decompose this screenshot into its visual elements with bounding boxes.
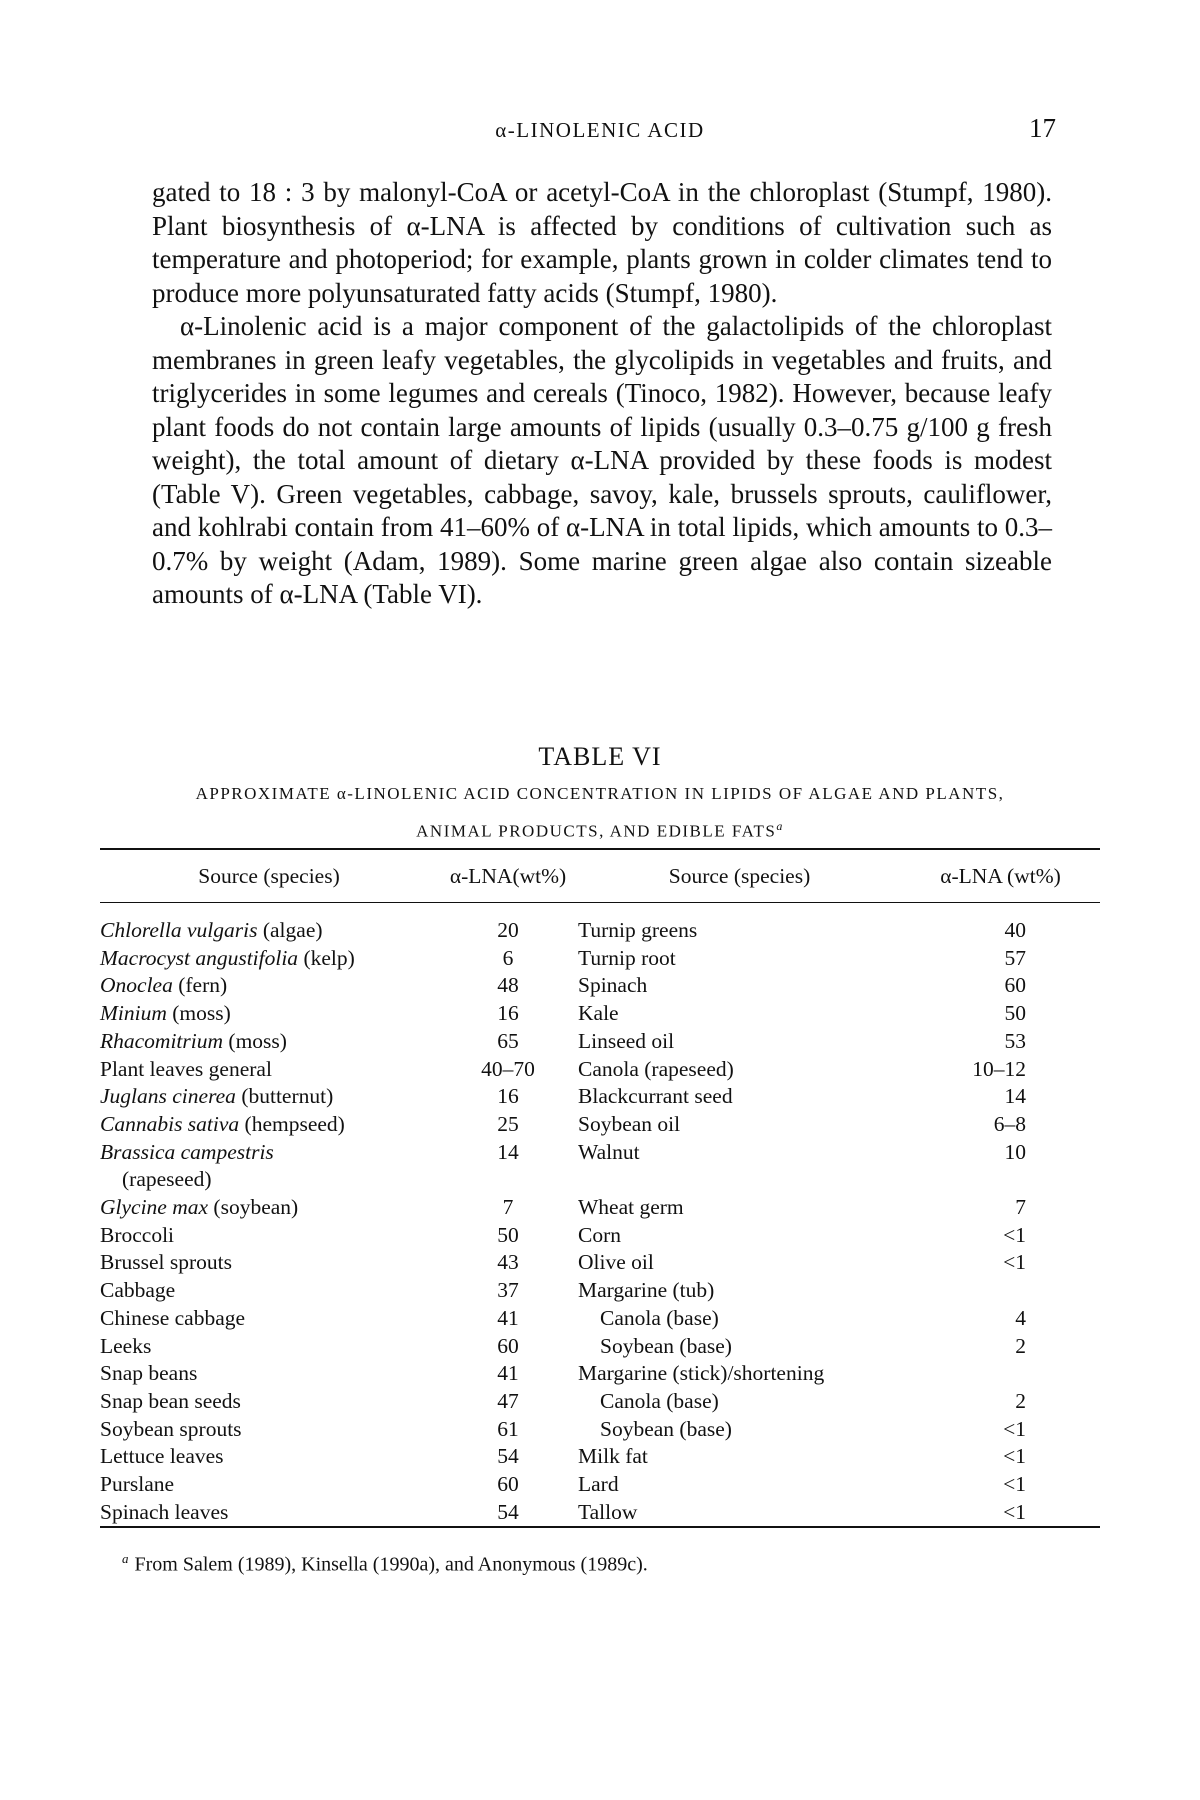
source-label: Leeks [100, 1333, 152, 1358]
running-head [0, 113, 1200, 146]
value-cell: 6–8 [993, 1111, 1026, 1136]
running-title: α-LINOLENIC ACID [495, 118, 705, 142]
value-cell: 25 [497, 1111, 519, 1136]
value-cell: <1 [1003, 1416, 1026, 1441]
source-cell [100, 1249, 438, 1277]
value-cell: 60 [497, 1333, 519, 1358]
value-cell: 54 [497, 1499, 519, 1524]
source-label: (butternut) [235, 1084, 334, 1109]
source-cell: Turnip greens [578, 918, 698, 942]
value-cell: <1 [1003, 1250, 1026, 1275]
source-label: Chinese cabbage [100, 1305, 246, 1330]
value-cell: 47 [497, 1388, 519, 1413]
value-cell: <1 [1003, 1499, 1026, 1524]
value-cell: 54 [497, 1444, 519, 1469]
source-cell [100, 945, 438, 973]
source-cell [100, 1305, 438, 1333]
source-cell: Linseed oil [578, 1028, 675, 1053]
value-cell: 65 [497, 1028, 519, 1053]
source-cell [100, 1388, 438, 1416]
value-cell: 43 [497, 1250, 519, 1275]
source-label: Purslane [100, 1472, 175, 1497]
source-cell: Corn [578, 1222, 621, 1247]
table-caption-line [100, 810, 1100, 848]
species-name: Juglans cinerea [100, 1084, 236, 1109]
value-cell: 10 [1004, 1139, 1026, 1164]
source-cell: Canola (rapeseed) [578, 1056, 734, 1081]
source-cell [100, 1499, 438, 1527]
source-cell [100, 1083, 438, 1111]
table-row [100, 1305, 1100, 1333]
value-cell: 14 [1004, 1084, 1026, 1109]
value-cell: <1 [1003, 1472, 1026, 1497]
source-cell: Spinach [578, 973, 648, 998]
table-row [100, 1471, 1100, 1499]
footnote-marker: a [122, 1551, 129, 1566]
source-cell: Canola (base) [600, 1388, 719, 1413]
source-cell: Canola (base) [600, 1305, 719, 1330]
table-row [100, 1083, 1100, 1111]
value-cell: 57 [1004, 945, 1026, 970]
source-cell [100, 903, 438, 945]
source-cell: Kale [578, 1001, 619, 1026]
footnote [122, 1551, 648, 1577]
source-cell: Blackcurrant seed [578, 1084, 733, 1109]
table-row [100, 1000, 1100, 1028]
footnote-text: From Salem (1989), Kinsella (1990a), and Anonymous (1989c). [134, 1553, 648, 1576]
value-cell: 20 [497, 918, 519, 942]
source-cell [100, 1000, 438, 1028]
column-header: Source (species) [578, 850, 901, 903]
table-title: TABLE VI [538, 742, 662, 771]
value-cell: 16 [497, 1084, 519, 1109]
source-cell: Soybean oil [578, 1111, 681, 1136]
value-cell: 37 [497, 1278, 519, 1303]
source-cell [100, 1333, 438, 1361]
source-label: (moss) [166, 1001, 231, 1026]
value-cell: 10–12 [972, 1056, 1026, 1081]
value-cell: 16 [497, 1001, 519, 1026]
data-table [100, 848, 1100, 1528]
species-name: Cannabis sativa [100, 1111, 240, 1136]
value-cell: 48 [497, 973, 519, 998]
value-cell: 6 [502, 945, 514, 970]
table-header-row [100, 850, 1100, 903]
value-cell: 40 [1004, 918, 1026, 942]
source-cell [100, 1028, 438, 1056]
paragraph: α-Linolenic acid is a major component of the galactolipids of the chloroplast membranes in green leafy vegetables, the glycolipids in vegetables and fruits, and triglycerides in some legumes and cereals (Tinoco, 1982). However, because leafy plant foods do not contain large amounts of lipids (usually 0.3–0.75 g/100 g fresh weight), the total amount of dietary α-LNA provided by these foods is modest (Table V). Green vegetables, cabbage, savoy, kale, brussels sprouts, cauliflower, and kohlrabi contain from 41–60% of α-LNA in total lipids, which amounts to 0.3–0.7% by weight (Adam, 1989). Some marine green algae also contain sizeable amounts of α-LNA (Table VI). [152, 311, 1052, 609]
value-cell: 61 [497, 1416, 519, 1441]
species-name: Rhacomitrium [100, 1028, 224, 1053]
source-cell: Lard [578, 1472, 619, 1497]
value-cell: <1 [1003, 1444, 1026, 1469]
value-cell: 50 [1004, 1001, 1026, 1026]
column-header: Source (species) [100, 850, 438, 903]
species-name: Chlorella vulgaris [100, 918, 258, 942]
value-cell: 7 [502, 1195, 514, 1220]
source-label: Cabbage [100, 1278, 176, 1303]
table-row [100, 945, 1100, 973]
value-cell: 53 [1004, 1028, 1026, 1053]
value-cell: 41 [497, 1305, 519, 1330]
source-label: (fern) [172, 973, 228, 998]
source-cell [100, 1222, 438, 1250]
table-row [100, 1056, 1100, 1084]
source-cell [100, 1194, 438, 1222]
value-cell: 60 [1004, 973, 1026, 998]
species-name: Onoclea [100, 973, 173, 998]
table-row [100, 1333, 1100, 1361]
source-label: Lettuce leaves [100, 1444, 224, 1469]
source-cell [100, 1277, 438, 1305]
source-cell [100, 1360, 438, 1388]
table-row [100, 1499, 1100, 1527]
source-cell: Soybean (base) [600, 1333, 732, 1358]
table-row [100, 1360, 1100, 1388]
source-label: Soybean sprouts [100, 1416, 242, 1441]
body-text [152, 176, 1052, 612]
source-cell: Milk fat [578, 1444, 648, 1469]
value-cell: 2 [1015, 1333, 1026, 1358]
source-label: Brussel sprouts [100, 1250, 232, 1275]
value-cell: 41 [497, 1361, 519, 1386]
page-number: 17 [1029, 113, 1056, 143]
source-label: Snap beans [100, 1361, 198, 1386]
value-cell: 7 [1015, 1195, 1026, 1220]
table-row [100, 1194, 1100, 1222]
source-cell: Wheat germ [578, 1195, 684, 1220]
source-label: (algae) [257, 918, 323, 942]
source-cell: Soybean (base) [600, 1416, 732, 1441]
source-cell [100, 972, 438, 1000]
footnote-marker: a [776, 819, 784, 833]
source-label-continued: (rapeseed) [122, 1167, 212, 1192]
table-row [100, 1139, 1100, 1194]
column-header: α-LNA(wt%) [438, 850, 578, 903]
species-name: Macrocyst angustifolia [100, 945, 299, 970]
table-row [100, 1249, 1100, 1277]
source-cell: Margarine (stick)/shortening [578, 1361, 825, 1386]
table-row [100, 1416, 1100, 1444]
table-caption-text: ANIMAL PRODUCTS, AND EDIBLE FATS [416, 821, 777, 841]
table-row [100, 1028, 1100, 1056]
source-cell [100, 1139, 438, 1194]
source-cell [100, 1471, 438, 1499]
table-row [100, 1443, 1100, 1471]
source-cell: Olive oil [578, 1250, 654, 1275]
value-cell [901, 1360, 1100, 1388]
table-row [100, 972, 1100, 1000]
value-cell: 4 [1015, 1305, 1026, 1330]
value-cell: <1 [1003, 1222, 1026, 1247]
source-cell [100, 1111, 438, 1139]
species-name: Minium [100, 1001, 167, 1026]
value-cell: 2 [1015, 1388, 1026, 1413]
table-caption [100, 778, 1100, 848]
table-row [100, 1277, 1100, 1305]
source-label: Plant leaves general [100, 1056, 272, 1081]
source-label: (moss) [223, 1028, 287, 1053]
table-row [100, 1388, 1100, 1416]
source-cell: Tallow [578, 1499, 638, 1524]
table-row [100, 903, 1100, 945]
source-label: (hempseed) [239, 1111, 345, 1136]
source-cell: Walnut [578, 1139, 640, 1164]
source-label: Broccoli [100, 1222, 175, 1247]
source-label: Spinach leaves [100, 1499, 229, 1524]
value-cell: 14 [497, 1139, 519, 1164]
table-row [100, 1222, 1100, 1250]
table-row [100, 1111, 1100, 1139]
value-cell: 60 [497, 1472, 519, 1497]
species-name: Glycine max [100, 1195, 209, 1220]
value-cell: 40–70 [481, 1056, 535, 1081]
paragraph: gated to 18 : 3 by malonyl-CoA or acetyl-CoA in the chloroplast (Stumpf, 1980). Plant biosynthesis of α-LNA is affected by conditions of cultivation such as temperature and photoperiod; for example, plants grown in colder climates tend to produce more polyunsaturated fatty acids (Stumpf, 1980). [152, 177, 1052, 308]
source-cell [100, 1443, 438, 1471]
source-label: (kelp) [298, 945, 355, 970]
value-cell: 50 [497, 1222, 519, 1247]
value-cell [901, 1277, 1100, 1305]
source-label: Snap bean seeds [100, 1388, 241, 1413]
table-caption-line: APPROXIMATE α-LINOLENIC ACID CONCENTRATION IN LIPIDS OF ALGAE AND PLANTS, [195, 784, 1005, 803]
source-cell: Turnip root [578, 945, 676, 970]
source-cell [100, 1056, 438, 1084]
source-label: (soybean) [208, 1195, 299, 1220]
species-name: Brassica campestris [100, 1139, 274, 1164]
source-cell: Margarine (tub) [578, 1278, 715, 1303]
column-header: α-LNA (wt%) [901, 850, 1100, 903]
source-cell [100, 1416, 438, 1444]
